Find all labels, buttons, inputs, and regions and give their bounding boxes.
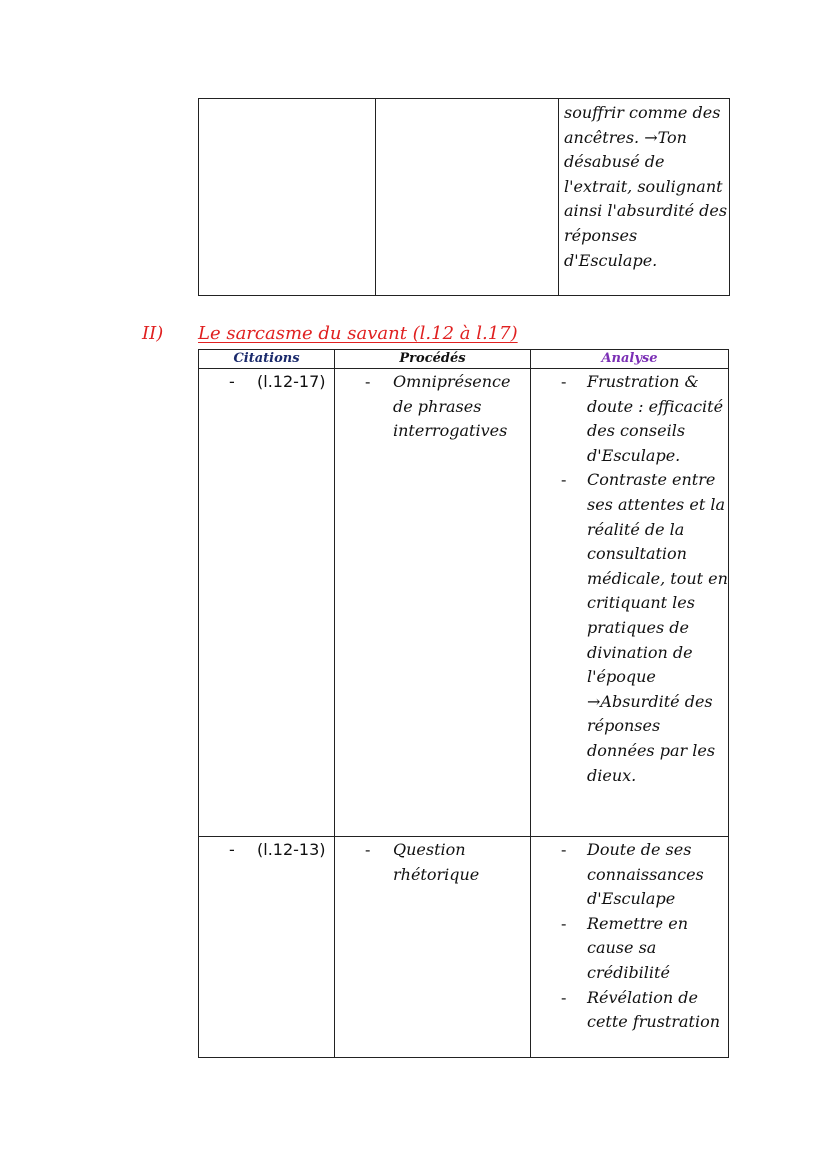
section-heading	[142, 322, 518, 346]
header-citations: Citations	[199, 350, 335, 369]
citation-cell	[199, 369, 335, 837]
procede-cell	[335, 369, 531, 837]
section-title: Le sarcasme du savant (l.12 à l.17)	[198, 323, 518, 344]
header-analyse: Analyse	[531, 350, 729, 369]
analyse-item: - Révélation de cette frustration	[531, 986, 728, 1035]
analyse-item: - Doute de ses connaissances d'Esculape	[531, 838, 728, 912]
citation-item: - (l.12-13)	[199, 838, 334, 863]
continuation-citations-cell	[199, 99, 376, 296]
section-number: II)	[142, 323, 164, 344]
procede-cell	[335, 837, 531, 1058]
procede-item: - Omniprésence de phrases interrogatives	[335, 370, 530, 444]
table-row	[199, 369, 729, 837]
table-row	[199, 837, 729, 1058]
continuation-analyse-cell	[559, 99, 730, 296]
analyse-item: - Contraste entre ses attentes et la réalité de la consultation médicale, tout en critiquant les pratiques de divination de l'époque →Absurdité des réponses données par les dieux.	[531, 468, 728, 788]
continuation-analyse-text: souffrir comme des ancêtres. →Ton désabusé de l'extrait, soulignant ainsi l'absurdité des réponses d'Esculape.	[564, 103, 728, 270]
analysis-table	[198, 349, 729, 1058]
citation-cell	[199, 837, 335, 1058]
analyse-cell	[531, 369, 729, 837]
table-header-row	[199, 350, 729, 369]
continuation-procedes-cell	[376, 99, 559, 296]
continuation-table	[198, 98, 730, 296]
procede-item: - Question rhétorique	[335, 838, 530, 887]
analyse-cell	[531, 837, 729, 1058]
analyse-item: - Frustration & doute : efficacité des conseils d'Esculape.	[531, 370, 728, 468]
header-procedes: Procédés	[335, 350, 531, 369]
analyse-item: - Remettre en cause sa crédibilité	[531, 912, 728, 986]
citation-item: - (l.12-17)	[199, 370, 334, 395]
